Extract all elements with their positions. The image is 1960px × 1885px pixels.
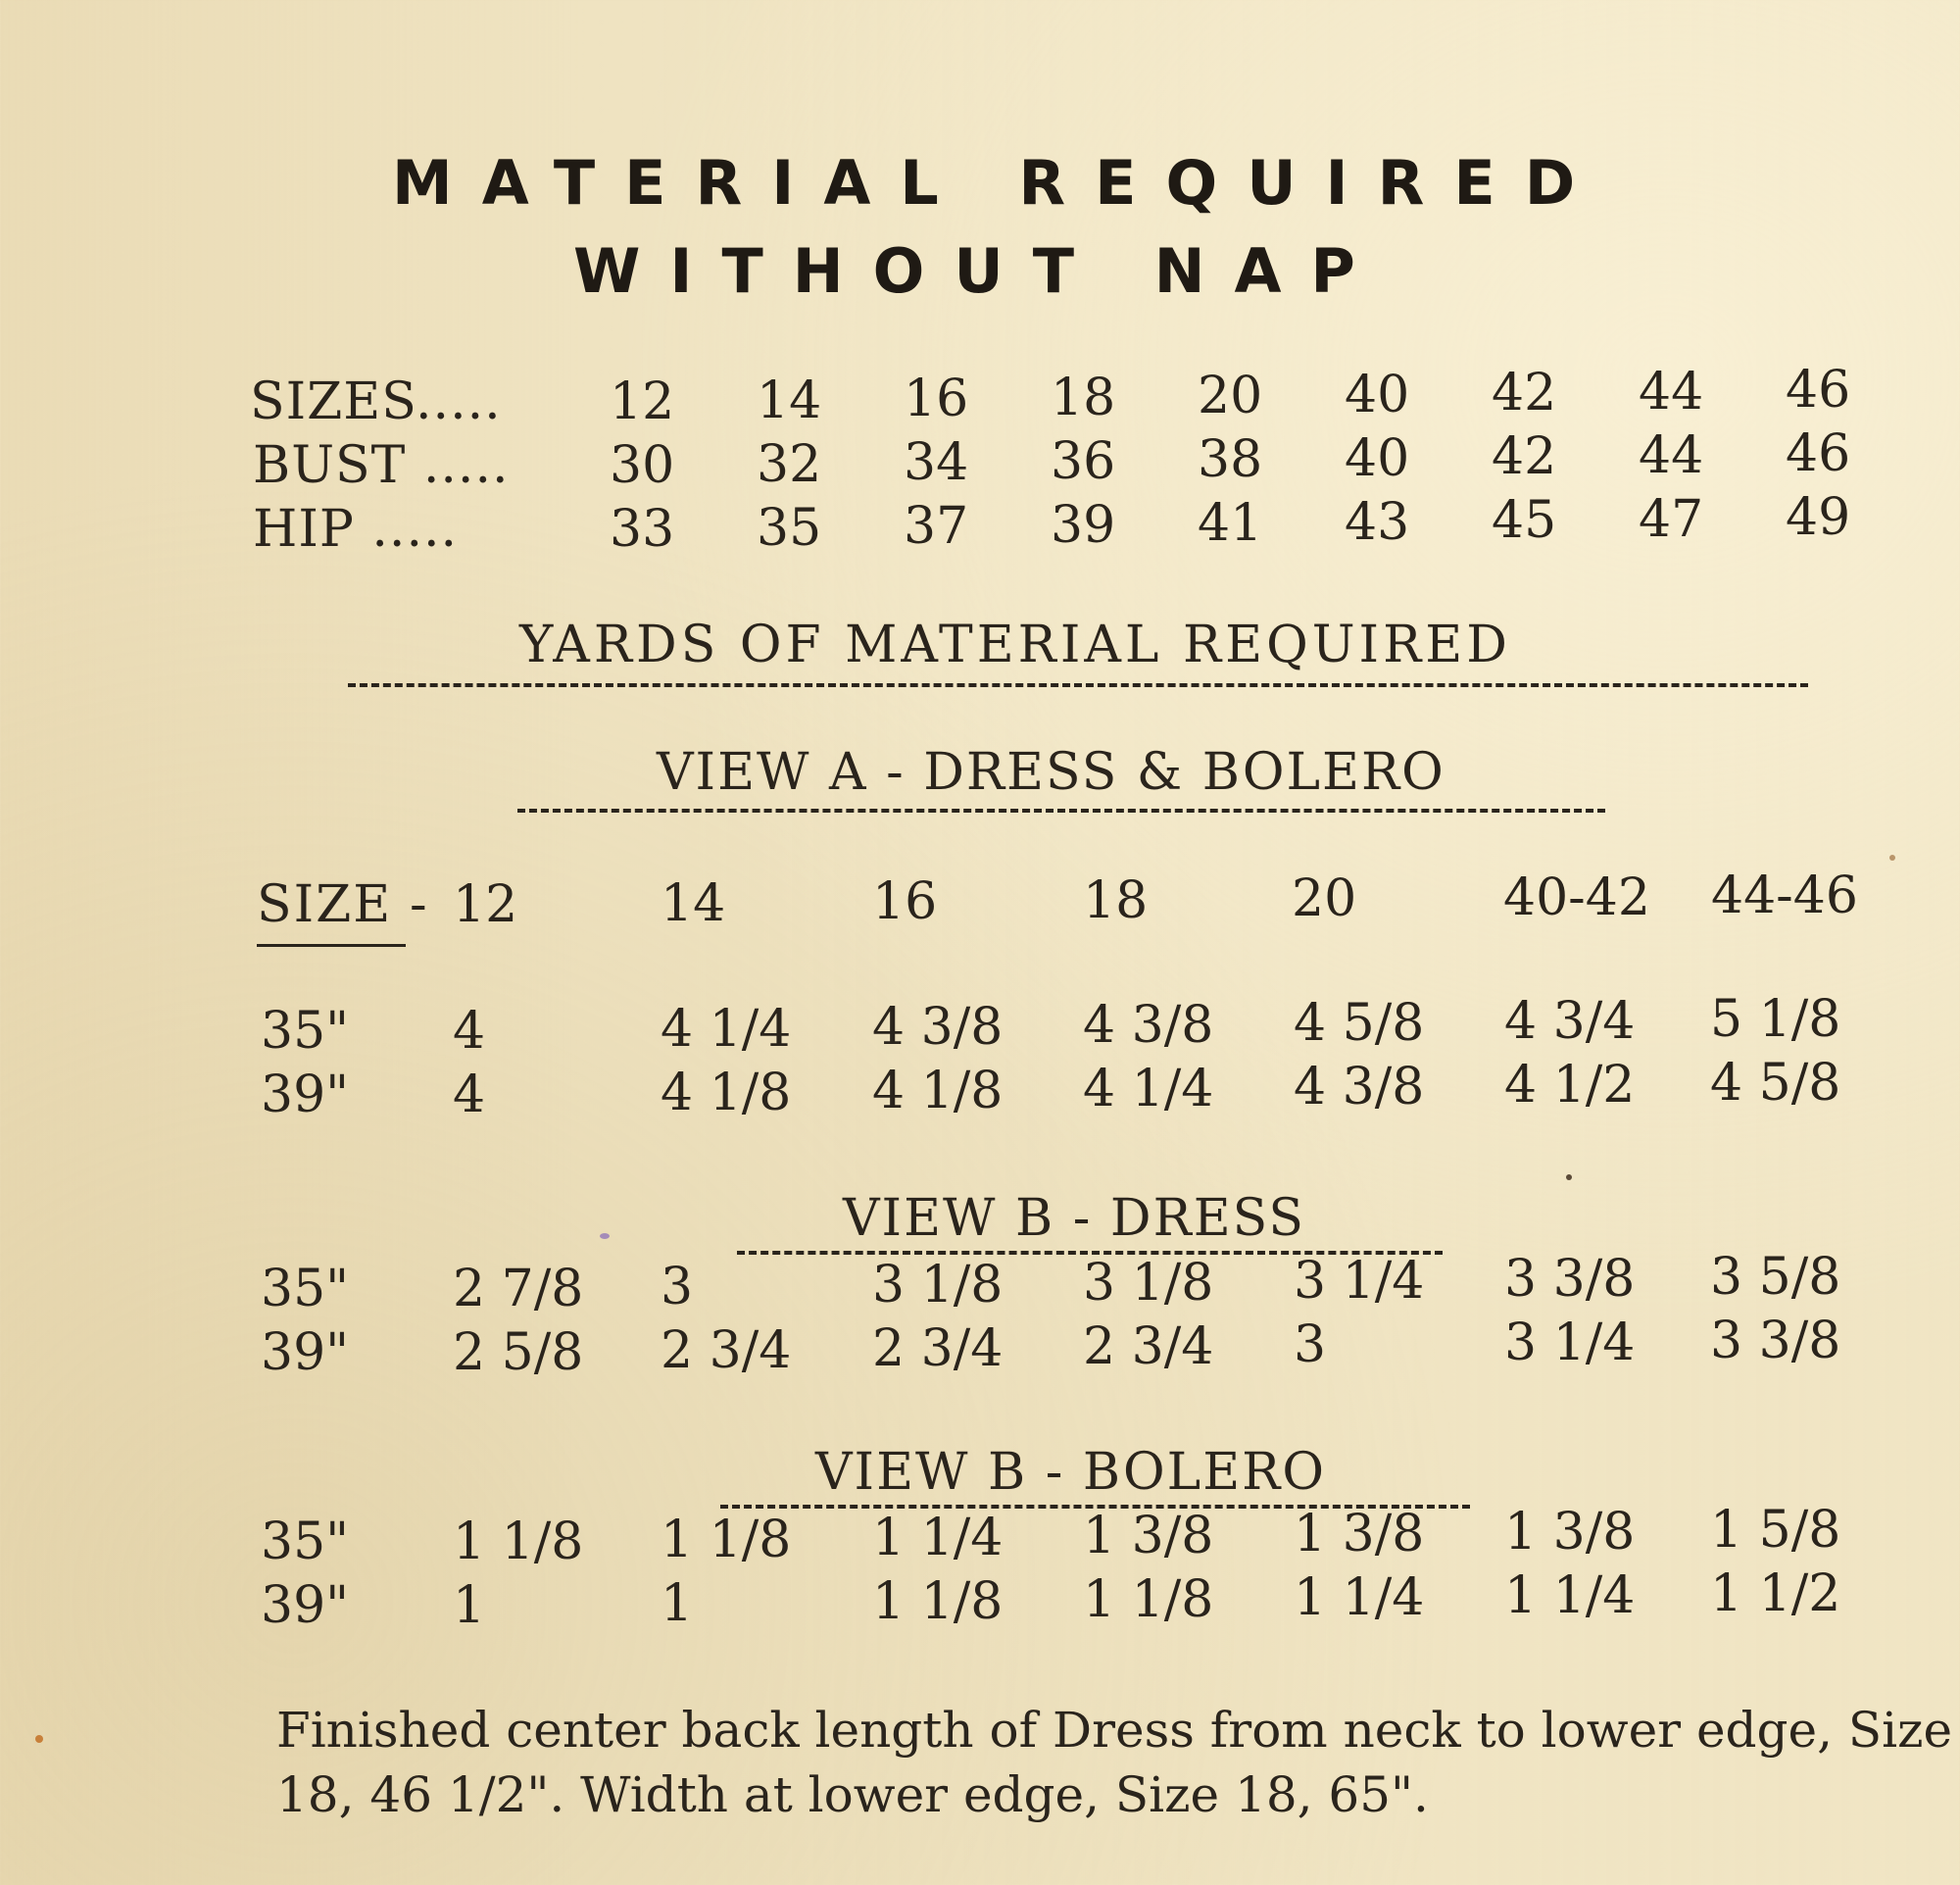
view-b-dress-title: VIEW B - DRESS <box>843 1189 1306 1248</box>
paper-speck <box>35 1735 43 1743</box>
measurement-value: 40 <box>1345 428 1410 488</box>
hip-label: HIP ..... <box>253 500 459 559</box>
measurement-value: 49 <box>1786 488 1851 547</box>
yardage-value: 2 3/4 <box>661 1321 792 1380</box>
size-label: SIZE <box>257 875 393 934</box>
yardage-value: 1 3/8 <box>1504 1503 1636 1562</box>
measurement-value: 35 <box>757 498 822 558</box>
measurement-value: 37 <box>904 497 969 556</box>
measurement-value: 14 <box>757 371 822 430</box>
size-header: 20 <box>1292 869 1357 928</box>
yardage-value: 1 <box>661 1574 694 1633</box>
measurement-value: 46 <box>1786 361 1851 420</box>
measurement-value: 36 <box>1051 431 1116 491</box>
yardage-value: 2 3/4 <box>1083 1317 1214 1376</box>
yardage-value: 4 1/8 <box>872 1062 1004 1120</box>
yardage-value: 3 1/8 <box>872 1256 1004 1315</box>
view-a-title: VIEW A - DRESS & BOLERO <box>657 743 1446 802</box>
bust-label: BUST ..... <box>253 436 510 495</box>
measurement-value: 45 <box>1492 491 1557 550</box>
fabric-width-label: 39" <box>261 1576 350 1635</box>
size-header: 12 <box>453 875 518 934</box>
measurement-value: 44 <box>1639 362 1704 422</box>
yardage-value: 4 5/8 <box>1710 1054 1841 1113</box>
size-label-underline <box>257 944 406 947</box>
paper-speck <box>1889 855 1895 861</box>
measurement-value: 20 <box>1198 367 1263 425</box>
fabric-width-label: 35" <box>261 1002 350 1061</box>
measurement-value: 32 <box>757 434 822 494</box>
yardage-value: 3 5/8 <box>1710 1248 1841 1307</box>
measurement-value: 40 <box>1345 365 1410 424</box>
yardage-value: 4 3/8 <box>1294 1058 1425 1116</box>
heading-line-1: MATERIAL REQUIRED <box>392 147 1605 219</box>
yardage-value: 1 <box>453 1576 486 1635</box>
yardage-value: 4 1/2 <box>1504 1056 1636 1115</box>
sizes-label: SIZES..... <box>250 372 502 431</box>
yardage-value: 4 <box>453 1066 486 1124</box>
yardage-value: 4 1/4 <box>661 1000 792 1059</box>
size-header: 18 <box>1083 870 1149 930</box>
yardage-value: 1 1/8 <box>661 1511 792 1569</box>
yardage-value: 1 3/8 <box>1083 1507 1214 1565</box>
yardage-value: 4 1/4 <box>1083 1060 1214 1118</box>
measurement-value: 38 <box>1198 430 1263 489</box>
footnote: Finished center back length of Dress from neck to lower edge, Size 18, 46 1/2". Width at lower edge, Size 18, 65". <box>276 1702 1953 1823</box>
measurement-value: 34 <box>904 433 969 492</box>
size-header: 44-46 <box>1711 867 1858 925</box>
yardage-value: 1 1/8 <box>872 1572 1004 1631</box>
yardage-value: 1 1/2 <box>1710 1564 1841 1623</box>
yardage-value: 4 3/8 <box>1083 996 1214 1055</box>
paper-speck <box>1566 1174 1572 1180</box>
view-a-dashed-rule <box>517 809 1605 813</box>
yardage-value: 3 1/4 <box>1504 1314 1636 1372</box>
measurement-value: 44 <box>1639 425 1704 485</box>
size-header: 16 <box>872 872 938 931</box>
yards-title: YARDS OF MATERIAL REQUIRED <box>519 616 1511 674</box>
yardage-value: 1 1/4 <box>1294 1568 1425 1627</box>
measurement-value: 30 <box>610 436 675 495</box>
fabric-width-label: 35" <box>261 1260 350 1318</box>
yardage-value: 3 1/4 <box>1294 1252 1425 1311</box>
yardage-value: 3 1/8 <box>1083 1254 1214 1313</box>
fabric-width-label: 39" <box>261 1066 350 1124</box>
yardage-value: 1 5/8 <box>1710 1501 1841 1560</box>
size-dash: - <box>410 875 429 934</box>
measurement-value: 42 <box>1492 364 1557 422</box>
measurement-value: 12 <box>610 372 675 431</box>
measurement-value: 47 <box>1639 489 1704 549</box>
yardage-value: 3 <box>1294 1315 1327 1374</box>
measurement-value: 16 <box>904 370 969 428</box>
yardage-value: 4 5/8 <box>1294 994 1425 1053</box>
yardage-value: 4 1/8 <box>661 1064 792 1122</box>
measurement-value: 41 <box>1198 494 1263 553</box>
yardage-value: 4 3/8 <box>872 998 1004 1057</box>
yardage-value: 1 3/8 <box>1294 1505 1425 1563</box>
fabric-width-label: 35" <box>261 1513 350 1571</box>
yardage-value: 1 1/4 <box>1504 1566 1636 1625</box>
measurement-value: 43 <box>1345 492 1410 552</box>
yardage-value: 3 3/8 <box>1710 1312 1841 1370</box>
yardage-value: 5 1/8 <box>1710 990 1841 1049</box>
paper-speck <box>600 1233 610 1239</box>
heading-line-2: WITHOUT NAP <box>573 235 1385 307</box>
measurement-value: 46 <box>1786 424 1851 483</box>
yardage-value: 4 3/4 <box>1504 992 1636 1051</box>
view-b-bolero-title: VIEW B - BOLERO <box>815 1443 1326 1502</box>
yardage-value: 1 1/8 <box>1083 1570 1214 1629</box>
size-header: 40-42 <box>1503 868 1650 927</box>
yardage-value: 1 1/8 <box>453 1513 584 1571</box>
yardage-value: 3 <box>661 1258 694 1316</box>
yards-dashed-rule <box>348 683 1808 687</box>
yardage-value: 4 <box>453 1002 486 1061</box>
yardage-value: 2 5/8 <box>453 1323 584 1382</box>
fabric-width-label: 39" <box>261 1323 350 1382</box>
measurement-value: 18 <box>1051 368 1116 427</box>
yardage-value: 2 7/8 <box>453 1260 584 1318</box>
measurement-value: 33 <box>610 500 675 559</box>
yardage-value: 2 3/4 <box>872 1319 1004 1378</box>
yardage-value: 1 1/4 <box>872 1509 1004 1567</box>
measurement-value: 39 <box>1051 495 1116 555</box>
measurement-value: 42 <box>1492 427 1557 486</box>
size-header: 14 <box>661 873 726 933</box>
yardage-value: 3 3/8 <box>1504 1250 1636 1309</box>
